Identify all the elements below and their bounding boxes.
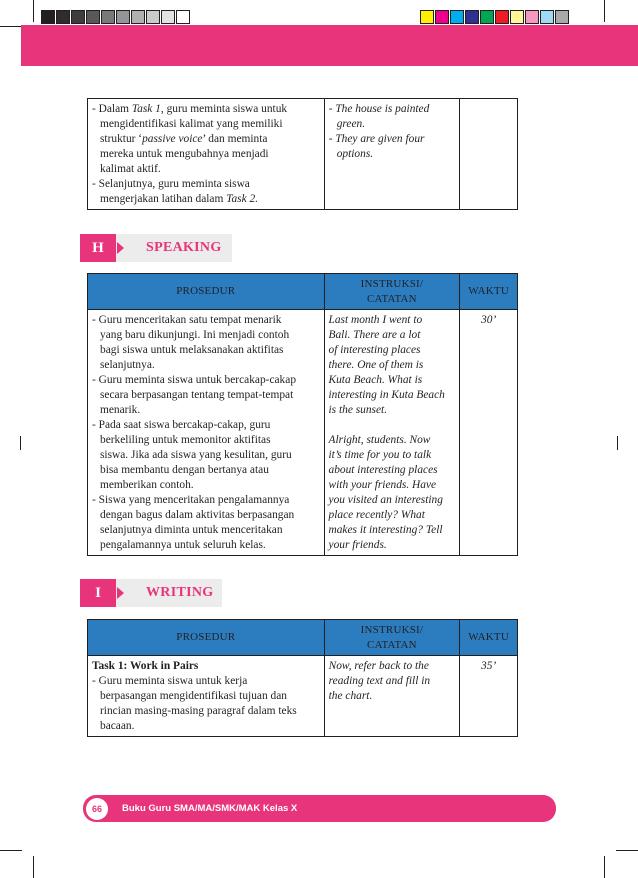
text-line: memberikan contoh. <box>100 479 194 491</box>
table-row <box>88 99 518 210</box>
text-line: - Guru meminta siswa untuk bercakap-cakap <box>92 374 297 386</box>
time-cell <box>460 99 518 210</box>
color-swatch <box>71 10 85 24</box>
header-line: CATATAN <box>367 638 417 651</box>
crop-mark <box>604 856 605 878</box>
text-segment: ’ dan meminta <box>202 133 268 145</box>
section-title: SPEAKING <box>146 240 222 255</box>
arrow-icon <box>117 587 124 599</box>
procedure-cell <box>88 656 325 737</box>
text-line: Kuta Beach. What is <box>328 374 423 386</box>
color-swatch <box>56 10 70 24</box>
text-line: there. One of them is <box>328 359 424 371</box>
text-segment: mengerjakan latihan dalam <box>100 193 227 205</box>
text-line: berkeliling untuk memonitor aktifitas <box>100 434 271 446</box>
writing-table <box>87 619 518 737</box>
time-cell <box>460 656 518 737</box>
text-segment: passive voice <box>142 133 203 145</box>
passive-voice-table <box>87 98 518 210</box>
text-line: yang baru dikunjungi. Ini menjadi contoh <box>100 329 290 341</box>
text-segment: - Dalam <box>92 103 132 115</box>
color-swatch <box>161 10 175 24</box>
text-line: berpasangan mengidentifikasi tujuan dan <box>100 690 287 702</box>
section-heading-speaking <box>80 234 232 262</box>
book-title: Buku Guru SMA/MA/SMK/MAK Kelas X <box>122 803 298 814</box>
color-swatch <box>420 10 434 24</box>
table-row <box>88 656 518 737</box>
text-line <box>92 177 320 192</box>
text-line: about interesting places <box>328 464 438 476</box>
text-line: with your friends. Have <box>328 479 437 491</box>
section-letter: H <box>80 234 116 262</box>
text-segment: Task 1 <box>131 103 161 115</box>
text-segment: mereka untuk mengubahnya menjadi <box>100 148 269 160</box>
text-line: it’s time for you to talk <box>328 449 432 461</box>
color-swatch <box>101 10 115 24</box>
instruction-cell <box>324 99 460 210</box>
arrow-icon <box>117 242 124 254</box>
column-header-waktu: WAKTU <box>460 274 518 310</box>
color-swatch <box>450 10 464 24</box>
time-cell <box>460 310 518 556</box>
color-swatch <box>465 10 479 24</box>
table-row <box>88 310 518 556</box>
table-header-row <box>88 274 518 310</box>
instruction-cell <box>324 310 460 556</box>
time-value: 35’ <box>481 660 497 672</box>
color-swatch <box>480 10 494 24</box>
text-line: options. <box>336 148 374 160</box>
text-line: is the sunset. <box>328 404 388 416</box>
text-line: bagi siswa untuk melaksanakan aktifitas <box>100 344 284 356</box>
color-swatch <box>131 10 145 24</box>
text-line: bisa membantu dengan bertanya atau <box>100 464 269 476</box>
crop-mark <box>0 26 22 27</box>
text-segment: kalimat aktif. <box>100 163 161 175</box>
text-line: selanjutnya. <box>100 359 155 371</box>
color-swatch <box>146 10 160 24</box>
header-line: INSTRUKSI/ <box>360 277 424 290</box>
text-line: bacaan. <box>100 720 135 732</box>
page-number: 66 <box>86 798 108 820</box>
text-segment: , guru meminta siswa untuk <box>160 103 288 115</box>
color-swatch <box>510 10 524 24</box>
cmyk-color-bar <box>420 10 570 24</box>
text-line: - Pada saat siswa bercakap-cakap, guru <box>92 419 271 431</box>
crop-mark <box>604 0 605 22</box>
color-swatch <box>495 10 509 24</box>
text-line: - They are given four <box>328 133 425 145</box>
text-line <box>92 147 320 162</box>
crop-mark <box>0 850 22 851</box>
color-swatch <box>176 10 190 24</box>
text-segment: - Selanjutnya, guru meminta siswa <box>92 178 250 190</box>
text-line: your friends. <box>328 539 387 551</box>
text-line <box>92 132 320 147</box>
text-line: siswa. Jika ada siswa yang kesulitan, guru <box>100 449 292 461</box>
header-line: CATATAN <box>367 292 417 305</box>
text-line: place recently? What <box>328 509 425 521</box>
text-line: you visited an interesting <box>328 494 443 506</box>
text-line <box>329 418 456 433</box>
text-line: menarik. <box>100 404 141 416</box>
column-header-waktu: WAKTU <box>460 620 518 656</box>
task-title: Task 1: Work in Pairs <box>92 660 199 672</box>
color-swatch <box>555 10 569 24</box>
speaking-table <box>87 273 518 556</box>
text-line: pengalamannya untuk seluruh kelas. <box>100 539 266 551</box>
column-header-prosedur: PROSEDUR <box>88 620 325 656</box>
text-line: reading text and fill in <box>328 675 431 687</box>
text-line: green. <box>336 118 366 130</box>
grayscale-color-bar <box>41 10 191 24</box>
procedure-cell <box>88 310 325 556</box>
crop-mark <box>616 850 638 851</box>
color-swatch <box>435 10 449 24</box>
column-header-instruksi <box>324 620 460 656</box>
section-letter: I <box>80 579 116 607</box>
time-value: 30’ <box>481 314 497 326</box>
column-header-prosedur: PROSEDUR <box>88 274 325 310</box>
color-swatch <box>86 10 100 24</box>
text-line <box>92 192 320 207</box>
instruction-cell <box>324 656 460 737</box>
crop-mark <box>33 0 34 22</box>
section-heading-writing <box>80 579 222 607</box>
procedure-lines <box>92 674 320 734</box>
registration-mark <box>617 436 618 450</box>
text-segment: struktur ‘ <box>100 133 143 145</box>
registration-mark <box>20 436 21 450</box>
text-line: interesting in Kuta Beach <box>328 389 445 401</box>
color-swatch <box>540 10 554 24</box>
page-footer <box>83 795 556 822</box>
text-line: - The house is painted <box>328 103 430 115</box>
color-swatch <box>525 10 539 24</box>
text-line: Bali. There are a lot <box>328 329 421 341</box>
text-line: of interesting places <box>328 344 421 356</box>
text-line <box>92 102 320 117</box>
text-line: makes it interesting? Tell <box>328 524 443 536</box>
text-line <box>92 117 320 132</box>
text-line: Last month I went to <box>328 314 423 326</box>
text-line: Now, refer back to the <box>328 660 429 672</box>
text-segment: Task 2. <box>226 193 259 205</box>
column-header-instruksi <box>324 274 460 310</box>
header-line: INSTRUKSI/ <box>360 623 424 636</box>
text-segment: mengidentifikasi kalimat yang memiliki <box>100 118 283 130</box>
crop-mark <box>33 856 34 878</box>
text-line: - Guru menceritakan satu tempat menarik <box>92 314 282 326</box>
text-line: rincian masing-masing paragraf dalam teks <box>100 705 297 717</box>
text-line: Alright, students. Now <box>328 434 431 446</box>
text-line <box>92 162 320 177</box>
text-line: - Siswa yang menceritakan pengalamannya <box>92 494 290 506</box>
color-swatch <box>41 10 55 24</box>
table-header-row <box>88 620 518 656</box>
text-line: dengan bagus dalam aktivitas berpasangan <box>100 509 295 521</box>
color-swatch <box>116 10 130 24</box>
procedure-cell <box>88 99 325 210</box>
text-line: the chart. <box>328 690 373 702</box>
text-line: selanjutnya diminta untuk menceritakan <box>100 524 283 536</box>
section-title: WRITING <box>146 585 214 600</box>
text-line: - Guru meminta siswa untuk kerja <box>92 675 248 687</box>
text-line: secara berpasangan tentang tempat-tempat <box>100 389 294 401</box>
header-band <box>21 25 638 66</box>
